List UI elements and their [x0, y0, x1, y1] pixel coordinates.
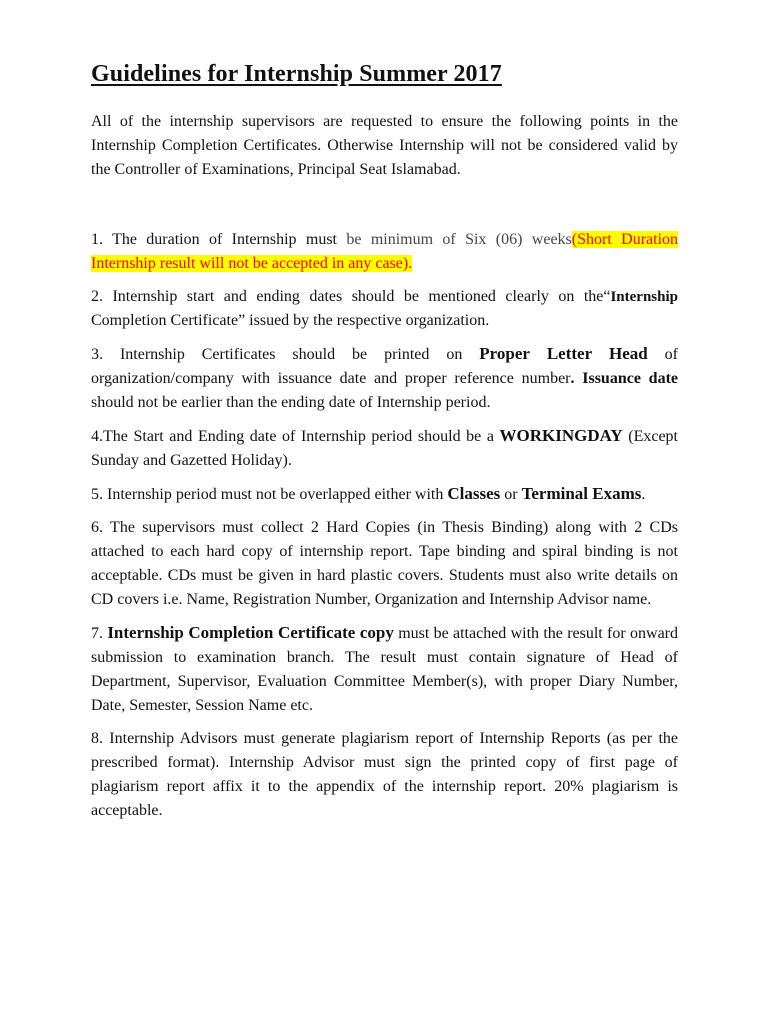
- item-2-bold: Internship: [610, 289, 678, 305]
- guideline-item-6: 6. The supervisors must collect 2 Hard Copies (in Thesis Binding) along with 2 CDs attached to each hard copy of internship report. Tape binding and spiral binding is not acceptable. CDs must be given in hard plastic covers. Students must also write details on CD covers i.e. Name, Registration Number, Organization and Internship Advisor name.: [91, 519, 678, 608]
- document-title: Guidelines for Internship Summer 2017: [91, 61, 502, 87]
- guideline-item-4: [91, 424, 678, 473]
- guideline-item-7: [91, 621, 678, 718]
- item-5-bold-exams: Terminal Exams: [521, 484, 642, 503]
- item-3-text-mid: of organization/company with issuance date and proper reference number: [91, 346, 678, 387]
- item-7-text: 7.: [91, 625, 108, 642]
- item-3-text: 3. Internship Certificates should be printed on: [91, 346, 480, 363]
- item-4-text-end: (Except Sunday and Gazetted Holiday).: [91, 428, 678, 469]
- item-3-bold-letter-head: Proper Letter Head: [479, 344, 648, 363]
- item-5-bold-classes: Classes: [447, 484, 501, 503]
- item-4-text: 4.The Start and Ending date of Internship period should be a: [91, 428, 500, 445]
- item-5-text: 5. Internship period must not be overlapped either with: [91, 486, 448, 503]
- item-1-text: 1. The duration of Internship must: [91, 231, 347, 248]
- item-2-text-end: Completion Certificate” issued by the respective organization.: [91, 312, 490, 329]
- item-7-bold: Internship Completion Certificate copy: [107, 623, 394, 642]
- guideline-item-1: [91, 228, 678, 276]
- item-5-text-end: .: [641, 486, 646, 503]
- item-7-text-end: must be attached with the result for onward submission to examination branch. The result must contain signature of Head of Department, Supervisor, Evaluation Committee Member(s), with proper Diary Number, Date, Semester, Session Name etc.: [91, 625, 679, 714]
- item-1-highlight: (Short Duration Internship result will not be accepted in any case).: [91, 231, 679, 272]
- document-page: [91, 58, 678, 832]
- item-2-text: 2. Internship start and ending dates should be mentioned clearly on the“: [91, 288, 611, 305]
- intro-paragraph: All of the internship supervisors are requested to ensure the following points in the Internship Completion Certificates. Otherwise Internship will not be considered valid by the Controller of Examinations, Principal Seat Islamabad.: [91, 113, 678, 178]
- item-1-duration: be minimum of Six (06) weeks: [346, 231, 572, 248]
- guideline-item-3: [91, 342, 678, 415]
- guideline-item-8: 8. Internship Advisors must generate plagiarism report of Internship Reports (as per the prescribed format). Internship Advisor must sign the printed copy of first page of plagiarism report affix it to the appendix of the internship report. 20% plagiarism is acceptable.: [91, 730, 678, 819]
- item-3-bold-issuance: . Issuance date: [570, 370, 678, 387]
- item-5-text-mid: or: [500, 486, 522, 503]
- guideline-item-5: [91, 482, 678, 507]
- item-4-bold: WORKINGDAY: [499, 426, 623, 445]
- guideline-item-2: [91, 285, 678, 333]
- item-3-text-end: should not be earlier than the ending date of Internship period.: [91, 394, 491, 411]
